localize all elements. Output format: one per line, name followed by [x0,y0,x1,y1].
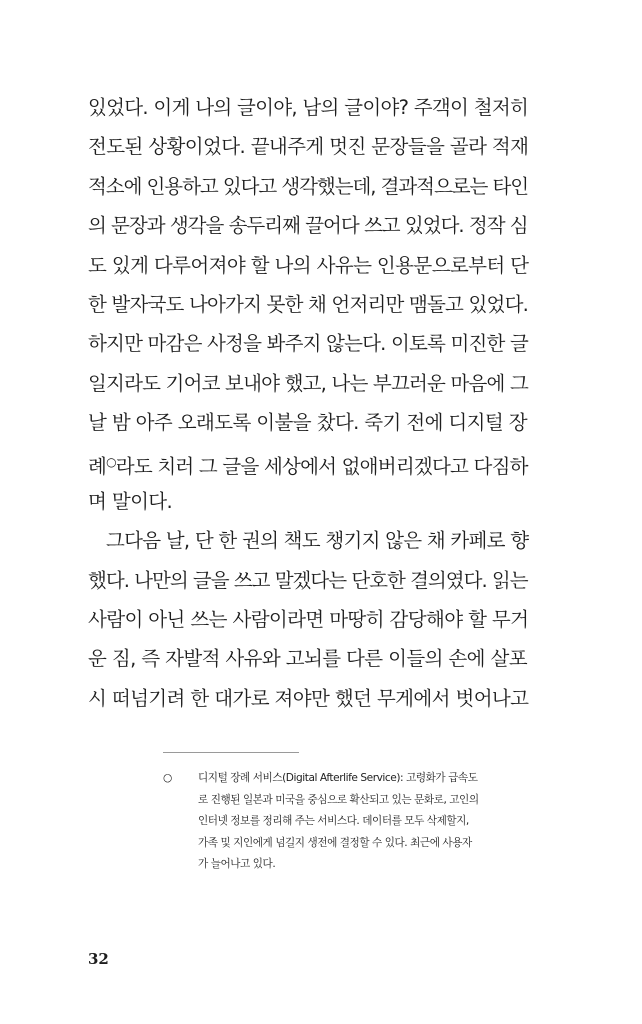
text-line: 날 밤 아주 오래도록 이불을 찼다. 죽기 전에 디지털 장 [88,411,527,435]
text-line: 의 문장과 생각을 송두리째 끌어다 쓰고 있었다. 정작 심 [88,214,528,238]
text-line: 했다. 나만의 글을 쓰고 말겠다는 단호한 결의였다. 읽는 [88,568,528,592]
text-line: 일지라도 기어코 보내야 했고, 나는 부끄러운 마음에 그 [88,371,529,395]
text-line: 시 떠넘기려 한 대가로 져야만 했던 무게에서 벗어나고 [88,686,529,710]
footnote-text [198,768,515,876]
page-number: 32 [88,950,109,968]
footnote-line: 인터넷 정보를 정리해 주는 서비스다. 데이터를 모두 삭제할지, [198,815,469,828]
text-line: 운 짐, 즉 자발적 사유와 고뇌를 다른 이들의 손에 살포 [88,647,527,671]
footnote-line: 디지털 장례 서비스(Digital Afterlife Service): 고령화가 급속도 [198,772,478,784]
footnote-reference[interactable]: ○ [106,454,116,469]
body-text [88,88,528,718]
text-line: 며 말이다. [88,489,173,513]
text-line: 하지만 마감은 사정을 봐주지 않는다. 이토록 미진한 글 [88,332,529,356]
text-line: 한 발자국도 나아가지 못한 채 언저리만 맴돌고 있었다. [88,292,529,316]
text-line: 적소에 인용하고 있다고 생각했는데, 결과적으로는 타인 [88,174,529,198]
footnote-line: 가 늘어나고 있다. [198,858,276,871]
text-line: 전도된 상황이었다. 끝내주게 멋진 문장들을 골라 적재 [88,135,529,159]
footnote-line: 로 진행된 일본과 미국을 중심으로 확산되고 있는 문화로, 고인의 [198,793,479,806]
text-line: 있었다. 이게 나의 글이야, 남의 글이야? 주객이 철저히 [88,96,529,119]
footnote-line: 가족 및 지인에게 넘길지 생전에 결정할 수 있다. 최근에 사용자 [198,836,472,849]
paragraph-first-line: 그다음 날, 단 한 권의 책도 챙기지 않은 채 카페로 향 [106,529,529,553]
footnote [163,768,515,876]
text-line [88,443,528,482]
text-line: 도 있게 다루어져야 할 나의 사유는 인용문으로부터 단 [88,253,529,277]
footnote-divider [163,752,299,753]
text-line: 사람이 아닌 쓰는 사람이라면 마땅히 감당해야 할 무거 [88,608,529,632]
text-fragment: 례 [88,454,107,478]
text-fragment: 라도 치러 그 글을 세상에서 없애버리겠다고 다짐하 [115,454,528,478]
footnote-marker: ○ [163,772,172,784]
